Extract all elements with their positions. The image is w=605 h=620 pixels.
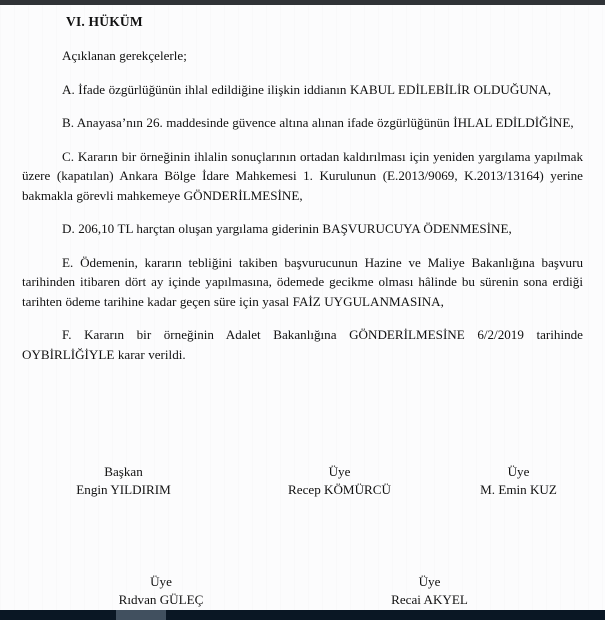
signatory-member-akyel bbox=[322, 573, 537, 609]
signature-block-row-2 bbox=[0, 573, 605, 609]
signatory-member-komurcu bbox=[247, 463, 432, 499]
signatory-role: Başkan bbox=[104, 464, 143, 479]
paragraph-a: A. İfade özgürlüğünün ihlal edildiğine ilişkin iddianın KABUL EDİLEBİLİR OLDUĞUNA, bbox=[62, 81, 551, 97]
paragraph-c: C. Kararın bir örneğinin ihlalin sonuçlarının ortadan kaldırılması için yeniden yargılama yapılmak üzere (kapatılan) Ankara Bölge İdare Mahkemesi 1. Kurulunun (E.2013/9069, K.2013/13164) yerine bakmakla görevli mahkemeye GÖNDERİLMESİNE, bbox=[22, 148, 583, 203]
page-title: VI. HÜKÜM bbox=[66, 14, 143, 29]
intro-paragraph: Açıklanan gerekçelerle; bbox=[62, 48, 187, 63]
bottom-edge-bar bbox=[0, 610, 605, 620]
signatory-chairman bbox=[0, 463, 247, 499]
paragraph-e: E. Ödemenin, kararın tebliğini takiben başvurucunun Hazine ve Maliye Bakanlığına başvuru tarihinden itibaren dört ay içinde yapılmasına, ödemede gecikme olması hâlinde bu sürenin sona erdiği tarihten ödeme tarihine kadar geçen süre için yasal FAİZ UYGULANMASINA, bbox=[22, 254, 583, 309]
signatory-name: Engin YILDIRIM bbox=[76, 482, 171, 497]
signatory-role: Üye bbox=[507, 464, 530, 479]
signature-row bbox=[0, 463, 605, 499]
signatory-role: Üye bbox=[418, 574, 441, 589]
signature-row bbox=[0, 573, 605, 609]
paragraph-f: F. Kararın bir örneğinin Adalet Bakanlığına GÖNDERİLMESİNE 6/2/2019 tarihinde OYBİRLİĞİYLE karar verildi. bbox=[22, 327, 583, 362]
signatory-role: Üye bbox=[150, 574, 172, 589]
body-text-block bbox=[22, 30, 583, 364]
signatory-name: Rıdvan GÜLEÇ bbox=[118, 592, 204, 607]
paragraph-b: B. Anayasa’nın 26. maddesinde güvence altına alınan ifade özgürlüğünün İHLAL EDİLDİĞİNE, bbox=[62, 115, 574, 130]
signature-block-row-1 bbox=[0, 463, 605, 499]
signatory-member-gulec bbox=[0, 573, 322, 609]
signatory-name: Recai AKYEL bbox=[391, 592, 468, 607]
signatory-name: Recep KÖMÜRCÜ bbox=[288, 482, 391, 497]
signatory-role: Üye bbox=[328, 464, 351, 479]
bottom-bar-highlight-segment bbox=[116, 610, 166, 620]
paragraph-d: D. 206,10 TL harçtan oluşan yargılama giderinin BAŞVURUCUYA ÖDENMESİNE, bbox=[62, 221, 512, 236]
signatory-name: M. Emin KUZ bbox=[480, 482, 557, 497]
document-content bbox=[0, 5, 605, 607]
signatory-member-kuz bbox=[432, 463, 605, 499]
